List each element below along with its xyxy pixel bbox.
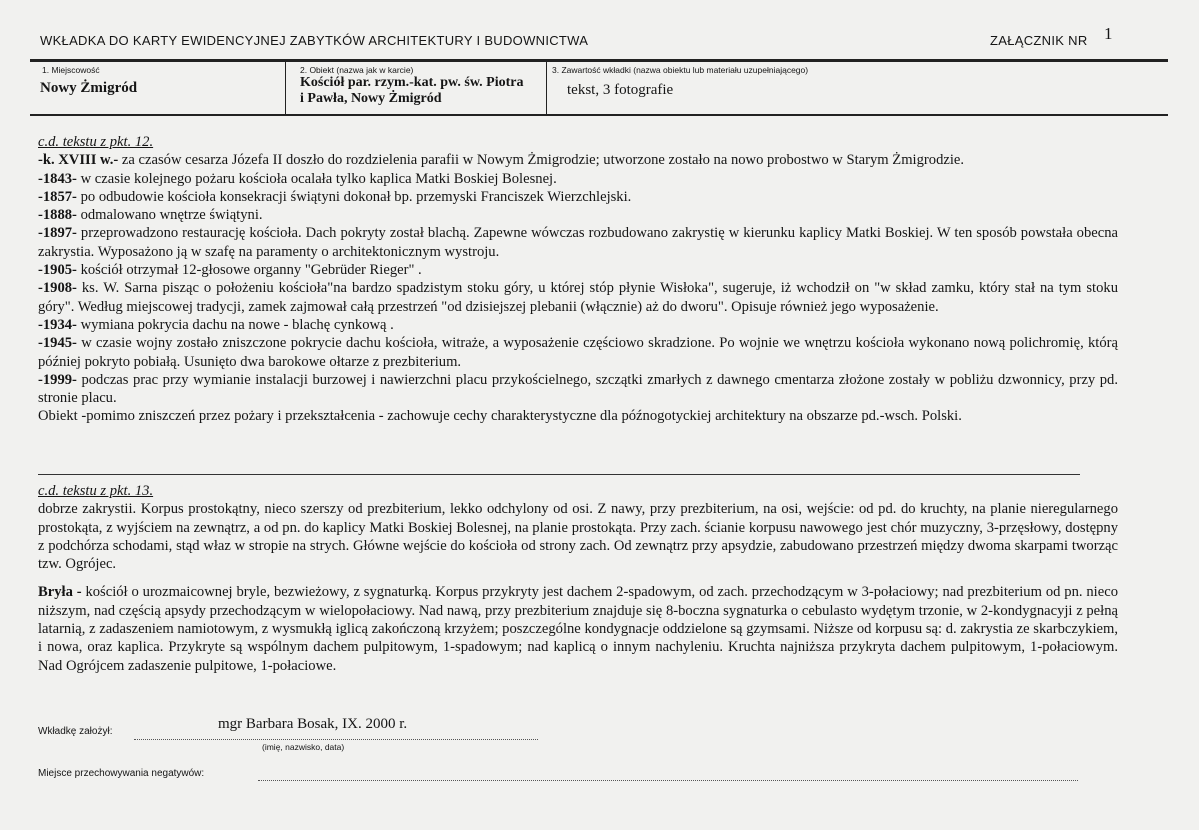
field-3-label: 3. Zawartość wkładki (nazwa obiektu lub materiału uzupełniającego) xyxy=(552,65,809,75)
section-12-closing: Obiekt -pomimo zniszczeń przez pożary i przekształcenia - zachowuje cechy charakterystyczne dla późnogotyckiej architektury na obszarze pd.-wsch. Polski. xyxy=(38,408,962,425)
history-entry-date: -1945- xyxy=(38,335,77,352)
history-entry-text: w czasie wojny zostało zniszczone pokrycie dachu kościoła, witraże, a wyposażenie częściowo skradzione. Po wojnie we wnętrzu kościoła wykonano nową polichromię, którą później pokryto pobiałą. Usunięto dwa barokowe ołtarze z prezbiterium. xyxy=(38,335,1118,370)
field-divider-2 xyxy=(546,62,547,114)
negatives-location-line xyxy=(258,780,1078,781)
annex-label: ZAŁĄCZNIK NR xyxy=(990,33,1088,48)
history-entry xyxy=(38,334,1118,371)
field-2-value-line1: Kościół par. rzym.-kat. pw. św. Piotra xyxy=(300,75,524,90)
history-entry-date: -1905- xyxy=(38,262,77,279)
section-13-heading: c.d. tekstu z pkt. 13. xyxy=(38,483,154,499)
section-12 xyxy=(38,133,1118,426)
history-entry-text: kościół otrzymał 12-głosowe organny "Gebrüder Rieger" . xyxy=(76,262,422,279)
history-entry xyxy=(38,261,1118,279)
history-entry-text: wymiana pokrycia dachu na nowe - blachę cynkową . xyxy=(76,316,394,333)
history-entry-date: -1843- xyxy=(38,170,77,187)
history-entry-text: odmalowano wnętrze świątyni. xyxy=(76,207,263,224)
field-1-label: 1. Miejscowość xyxy=(42,65,100,75)
history-entry xyxy=(38,316,1118,334)
history-entry-date: -1897- xyxy=(38,225,77,242)
bryla-text: kościół o urozmaicownej bryle, bezwieżowy, z sygnaturką. Korpus przykryty jest dachem 2-spadowym, od zach. przechodzącym w 3-połaciowy; nad prezbiterium od pn. nieco niższym, nad częścią apsydy przechodzącym w wielopołaciowy. Nad nawą, przy prezbiterium znajduje się 8-boczna sygnaturka o cebulasto wydętym trzonie, w 2-kondygnacyji z pełną latarnią, z zadaszeniem namiotowym, z wysmukłą iglicą zakończoną krzyżem; poszczególne kondygnacje oddzielone są gzymsami. Niższe od korpusu są: d. zakrystia ze skarbczykiem, i nowa, oraz kaplica. Przykryte są wspólnym dachem pulpitowym, 1-spadowym; nad kaplicą o innym nachyleniu. Kruchta najniższa przykryta dachem pulpitowym, 1-połaciowym. Nad Ogrójcem zadaszenie pulpitowe, 1-połaciowe. xyxy=(38,584,1118,674)
section-12-entries xyxy=(38,151,1118,407)
history-entry-text: przeprowadzono restaurację kościoła. Dach pokryty został blachą. Zapewne wówczas rozbudowano zakrystię w kierunku kaplicy Matki Boskiej. W ten sposób powstała obecna zakrystia. Wyposażono ją w szafę na paramenty o architektonicznym wystroju. xyxy=(38,225,1118,260)
header-top-rule xyxy=(30,59,1168,62)
header-bottom-rule xyxy=(30,114,1168,116)
field-3-value: tekst, 3 fotografie xyxy=(567,82,674,98)
history-entry xyxy=(38,206,1118,224)
compiled-by-line xyxy=(134,739,538,740)
compiled-by-label: Wkładkę założył: xyxy=(38,726,113,737)
history-entry-text: w czasie kolejnego pożaru kościoła ocalała tylko kaplica Matki Boskiej Bolesnej. xyxy=(76,170,557,187)
history-entry xyxy=(38,224,1118,261)
field-divider-1 xyxy=(285,62,286,114)
history-entry-date: -1857- xyxy=(38,188,77,205)
history-entry xyxy=(38,151,1118,169)
history-entry-date: -1888- xyxy=(38,207,77,224)
history-entry-text: podczas prac przy wymianie instalacji burzowej i nawierzchni placu przykościelnego, szczątki zmarłych z dawnego cmentarza złożone zostały w pobliżu dzwonnicy, przy pd. stronie placu. xyxy=(38,371,1118,407)
form-title: WKŁADKA DO KARTY EWIDENCYJNEJ ZABYTKÓW ARCHITEKTURY I BUDOWNICTWA xyxy=(40,33,589,48)
history-entry xyxy=(38,170,1118,188)
bryla-key: Bryła - xyxy=(38,584,82,601)
negatives-location-label: Miejsce przechowywania negatywów: xyxy=(38,768,205,779)
field-1-value: Nowy Żmigród xyxy=(40,80,138,96)
history-entry-date: -1908- xyxy=(38,280,77,297)
history-entry xyxy=(38,279,1118,316)
section-separator xyxy=(38,474,1080,475)
field-2-label: 2. Obiekt (nazwa jak w karcie) xyxy=(300,65,414,75)
history-entry-date: -1999- xyxy=(38,371,77,388)
history-entry-date: -1934- xyxy=(38,316,77,333)
history-entry-date: -k. XVIII w.- xyxy=(38,152,119,169)
compiled-by-value: mgr Barbara Bosak, IX. 2000 r. xyxy=(218,716,408,732)
field-2-value-line2: i Pawła, Nowy Żmigród xyxy=(300,91,442,106)
annex-number: 1 xyxy=(1104,24,1113,43)
history-entry-text: po odbudowie kościoła konsekracji świątyni dokonał bp. przemyski Franciszek Wierzchlejski. xyxy=(76,188,632,205)
section-13 xyxy=(38,482,1118,675)
history-entry xyxy=(38,188,1118,206)
section-12-heading: c.d. tekstu z pkt. 12. xyxy=(38,134,154,150)
history-entry-text: za czasów cesarza Józefa II doszło do rozdzielenia parafii w Nowym Żmigrodzie; utworzone zostało na nowo probostwo w Starym Żmigrodzie. xyxy=(118,152,965,169)
compiled-by-hint: (imię, nazwisko, data) xyxy=(262,742,345,752)
history-entry-text: ks. W. Sarna pisząc o położeniu kościoła"na bardzo spadzistym stoku góry, u której stóp płynie Wisłoka", sugeruje, iż wchodził on "w skład zamku, który stał na tym stoku góry". Według miejscowej tradycji, zamek zajmował całą przestrzeń "od dzisiejszej plebanii (włącznie) aż do dworu". Opisuje również jego wyposażenie. xyxy=(38,280,1118,315)
history-entry xyxy=(38,371,1118,408)
section-13-paragraph: dobrze zakrystii. Korpus prostokątny, nieco szerszy od prezbiterium, lekko odchylony od osi. Z nawy, przy prezbiterium, na osi, wejście: od pd. do kruchty, na planie nieregularnego prostokąta, z wyjściem na zewnątrz, a od pn. do kaplicy Matki Boskiej Bolesnej, na planie prostokąta. Przy zach. ścianie korpusu nawowego jest chór muzyczny, 3-przęsłowy, dostępny z podchórza schodami, stąd właz w stropie na strych. Główne wejście do kościoła od strony zach. Od zewnątrz przy apsydzie, zabudowano przestrzeń między dwoma skarpami tworząc tzw. Ogrójec. xyxy=(38,501,1118,573)
